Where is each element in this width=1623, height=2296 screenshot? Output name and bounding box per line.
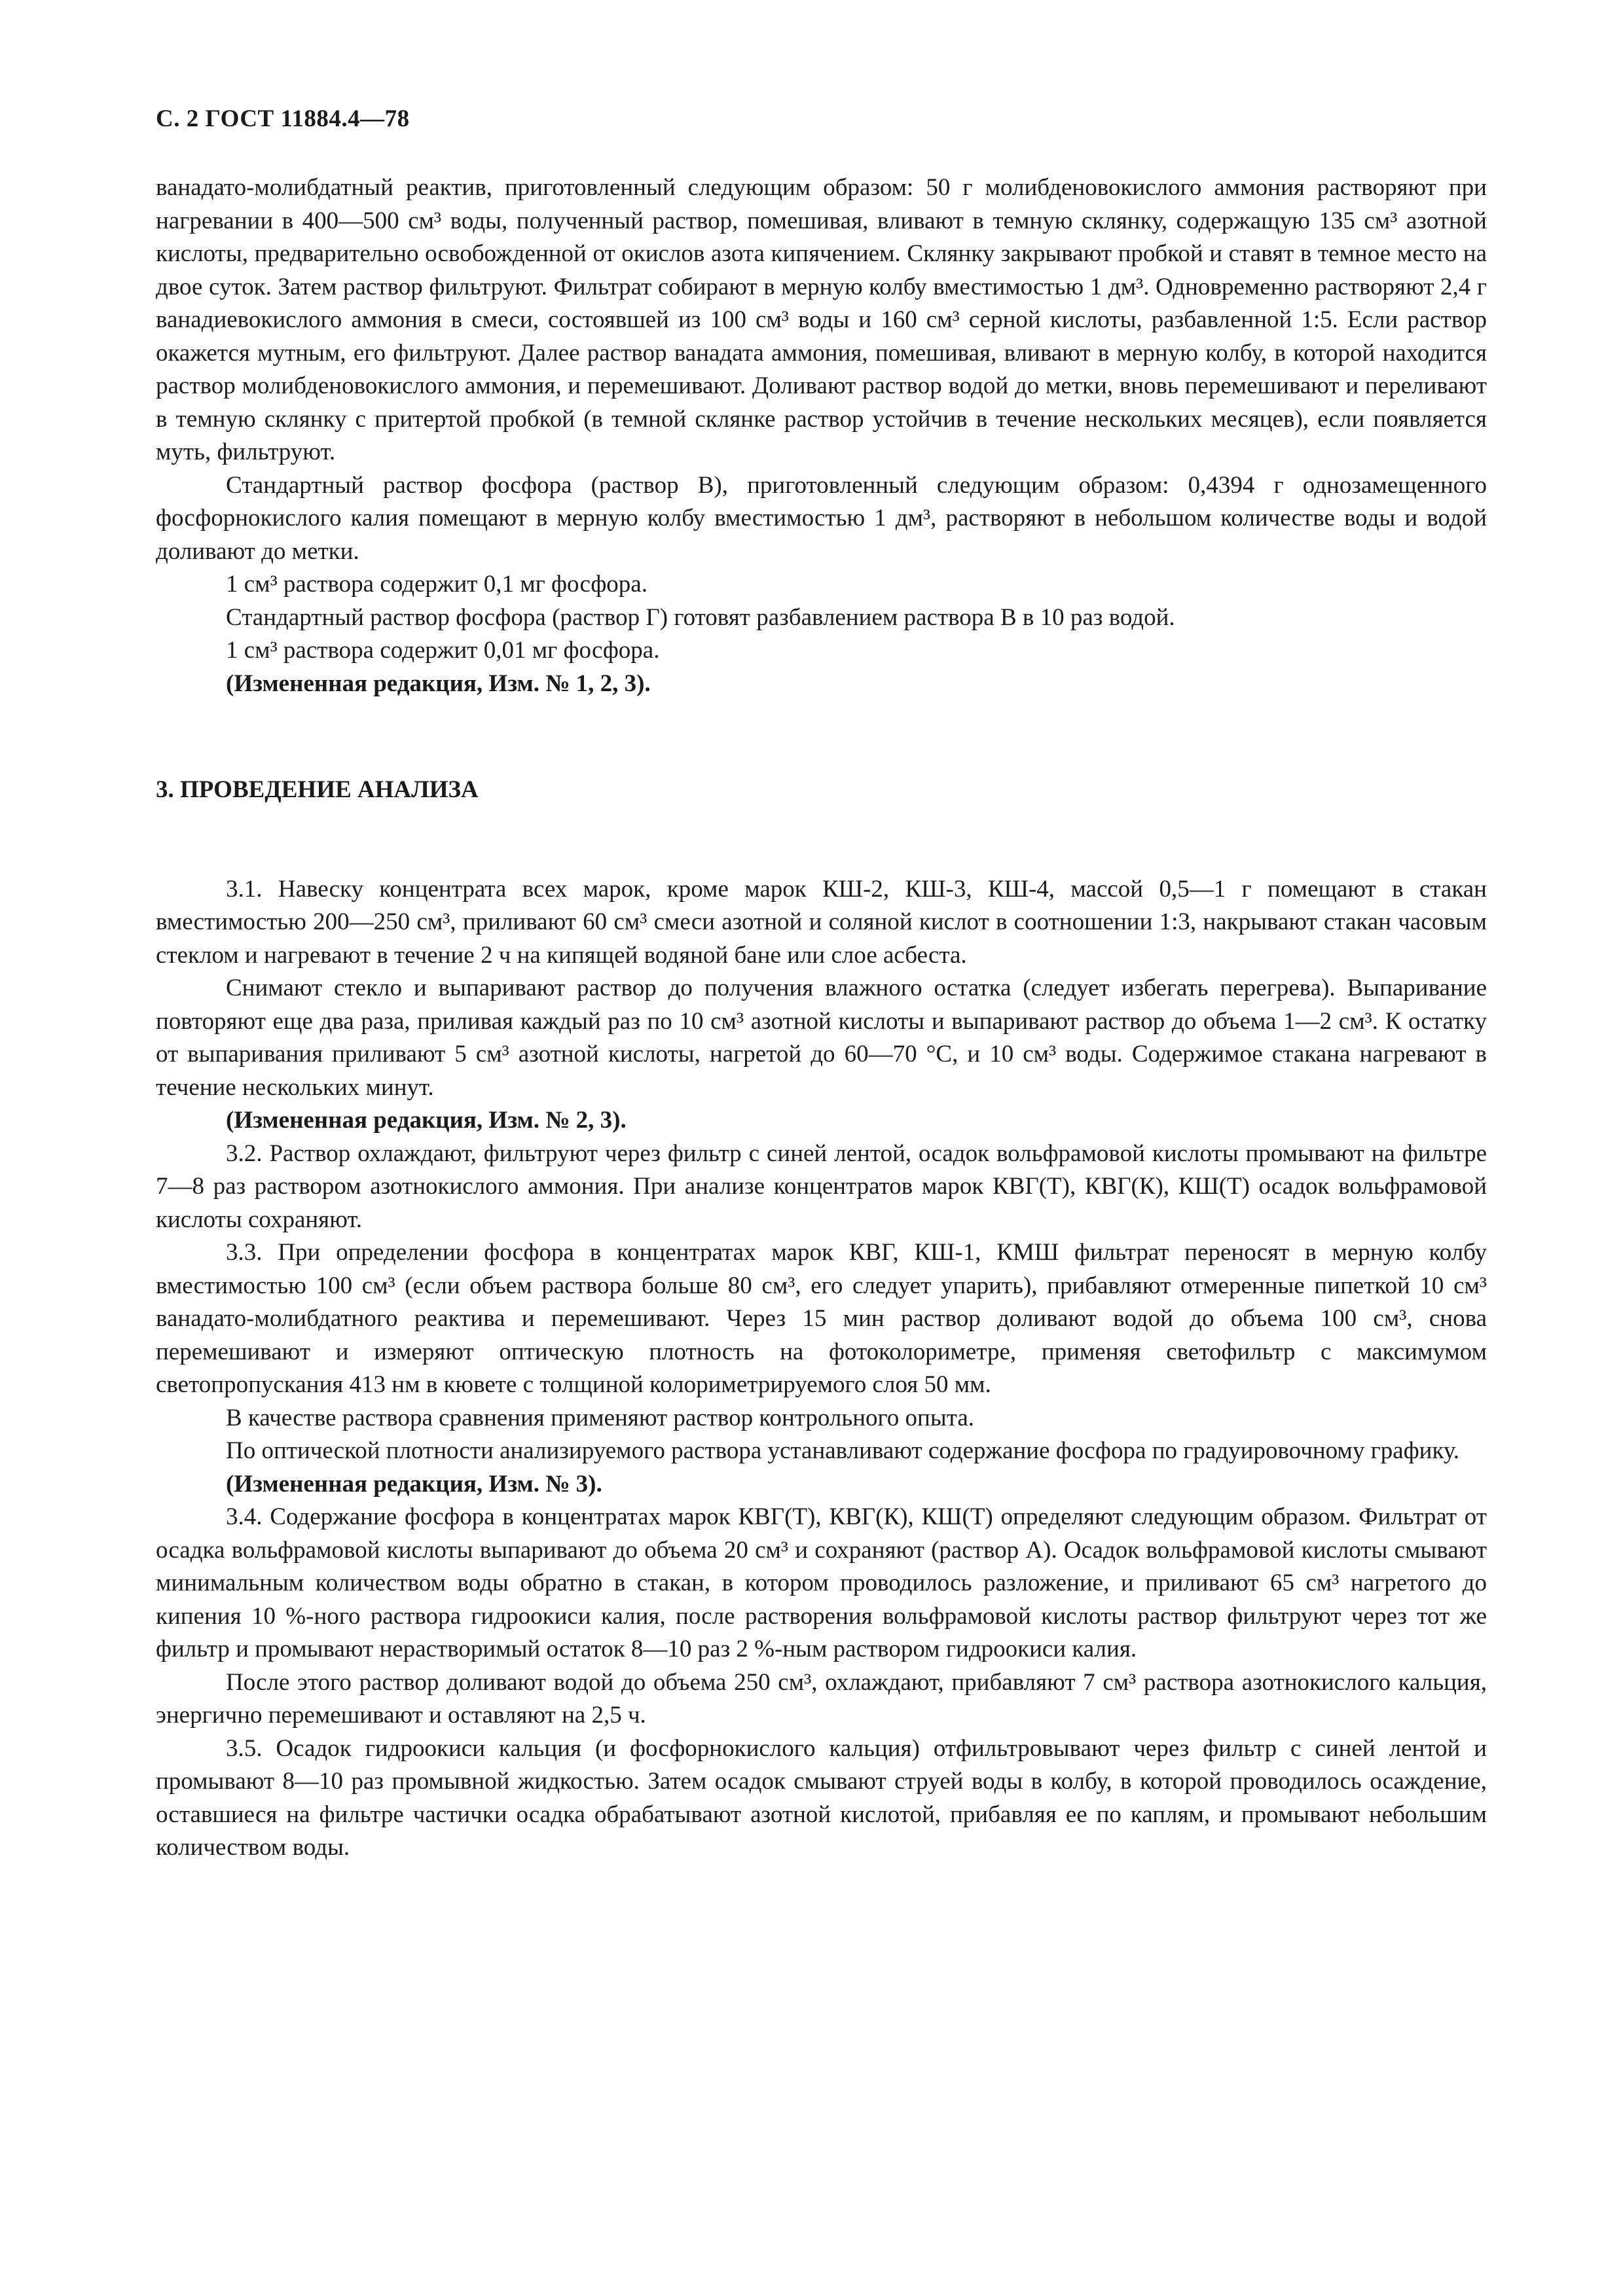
section-heading: 3. ПРОВЕДЕНИЕ АНАЛИЗА: [156, 776, 479, 803]
body-paragraph: Стандартный раствор фосфора (раствор Г) готовят разбавлением раствора В в 10 раз водой.: [226, 603, 1175, 631]
body-paragraph: ванадато-молибдатный реактив, приготовленный следующим образом: 50 г молибденовокислого аммония растворяют при нагревании в 400—500 см³ воды, полученный раствор, помешивая, вливают в темную склянку, содержащую 135 см³ азотной кислоты, предварительно освобожденной от окислов азота кипячением. Склянку закрывают пробкой и ставят в темное место на двое суток. Затем раствор фильтруют. Фильтрат собирают в мерную колбу вместимостью 1 дм³. Одновременно растворяют 2,4 г ванадиевокислого аммония в смеси, состоявшей из 100 см³ воды и 160 см³ серной кислоты, разбавленной 1:5. Если раствор окажется мутным, его фильтруют. Далее раствор ванадата аммония, помешивая, вливают в мерную колбу, в которой находится раствор молибденовокислого аммония, и перемешивают. Доливают раствор водой до метки, вновь перемешивают и переливают в темную склянку с притертой пробкой (в темной склянке раствор устойчив в течение нескольких месяцев), если появляется муть, фильтруют.: [156, 174, 1487, 465]
amendment-note: (Измененная редакция, Изм. № 1, 2, 3).: [226, 670, 651, 697]
document-body: [156, 171, 1487, 1865]
body-paragraph: Стандартный раствор фосфора (раствор В), приготовленный следующим образом: 0,4394 г однозамещенного фосфорнокислого калия помещают в мерную колбу вместимостью 1 дм³, растворяют в небольшом количестве воды и водой доливают до метки.: [156, 471, 1487, 565]
body-paragraph: 3.3. При определении фосфора в концентратах марок КВГ, КШ-1, КМШ фильтрат переносят в мерную колбу вместимостью 100 см³ (если объем раствора больше 80 см³, его следует упарить), прибавляют отмеренные пипеткой 10 см³ ванадато-молибдатного реактива и перемешивают. Через 15 мин раствор доливают водой до объема 100 см³, снова перемешивают и измеряют оптическую плотность на фотоколориметре, применяя светофильтр с максимумом светопропускания 413 нм в кювете с толщиной колориметрируемого слоя 50 мм.: [156, 1239, 1487, 1398]
body-paragraph: 3.4. Содержание фосфора в концентратах марок КВГ(Т), КВГ(К), КШ(Т) определяют следующим образом. Фильтрат от осадка вольфрамовой кислоты выпаривают до объема 20 см³ и сохраняют (раствор А). Осадок вольфрамовой кислоты смывают минимальным количеством воды обратно в стакан, в котором проводилось разложение, и приливают 65 см³ нагретого до кипения 10 %-ного раствора гидроокиси калия, после растворения вольфрамовой кислоты раствор фильтруют через тот же фильтр и промывают нерастворимый остаток 8—10 раз 2 %-ным раствором гидроокиси калия.: [156, 1503, 1487, 1662]
body-paragraph: По оптической плотности анализируемого раствора устанавливают содержание фосфора по градуировочному графику.: [226, 1437, 1459, 1464]
body-paragraph: 1 см³ раствора содержит 0,1 мг фосфора.: [226, 571, 647, 598]
body-paragraph: В качестве раствора сравнения применяют раствор контрольного опыта.: [226, 1404, 975, 1431]
body-paragraph: Снимают стекло и выпаривают раствор до получения влажного остатка (следует избегать перегрева). Выпаривание повторяют еще два раза, приливая каждый раз по 10 см³ азотной кислоты и выпаривают раствор до объема 1—2 см³. К остатку от выпаривания приливают 5 см³ азотной кислоты, нагретой до 60—70 °С, и 10 см³ воды. Содержимое стакана нагревают в течение нескольких минут.: [156, 975, 1487, 1101]
body-paragraph: 1 см³ раствора содержит 0,01 мг фосфора.: [226, 637, 660, 664]
body-paragraph: 3.1. Навеску концентрата всех марок, кроме марок КШ-2, КШ-3, КШ-4, массой 0,5—1 г помещают в стакан вместимостью 200—250 см³, приливают 60 см³ смеси азотной и соляной кислот в соотношении 1:3, накрывают стакан часовым стеклом и нагревают в течение 2 ч на кипящей водяной бане или слое асбеста.: [156, 875, 1487, 969]
body-paragraph: 3.2. Раствор охлаждают, фильтруют через фильтр с синей лентой, осадок вольфрамовой кислоты промывают на фильтре 7—8 раз раствором азотнокислого аммония. При анализе концентратов марок КВГ(Т), КВГ(К), КШ(Т) осадок вольфрамовой кислоты сохраняют.: [156, 1139, 1487, 1233]
page-header: С. 2 ГОСТ 11884.4—78: [156, 105, 410, 132]
body-paragraph: После этого раствор доливают водой до объема 250 см³, охлаждают, прибавляют 7 см³ раствора азотнокислого кальция, энергично перемешивают и оставляют на 2,5 ч.: [156, 1668, 1487, 1729]
body-paragraph: 3.5. Осадок гидроокиси кальция (и фосфорнокислого кальция) отфильтровывают через фильтр с синей лентой и промывают 8—10 раз промывной жидкостью. Затем осадок смывают струей воды в колбу, в которой проводилось осаждение, оставшиеся на фильтре частички осадка обрабатывают азотной кислотой, прибавляя ее по каплям, и промывают небольшим количеством воды.: [156, 1734, 1487, 1861]
amendment-note: (Измененная редакция, Изм. № 3).: [226, 1470, 602, 1498]
amendment-note: (Измененная редакция, Изм. № 2, 3).: [226, 1107, 627, 1134]
